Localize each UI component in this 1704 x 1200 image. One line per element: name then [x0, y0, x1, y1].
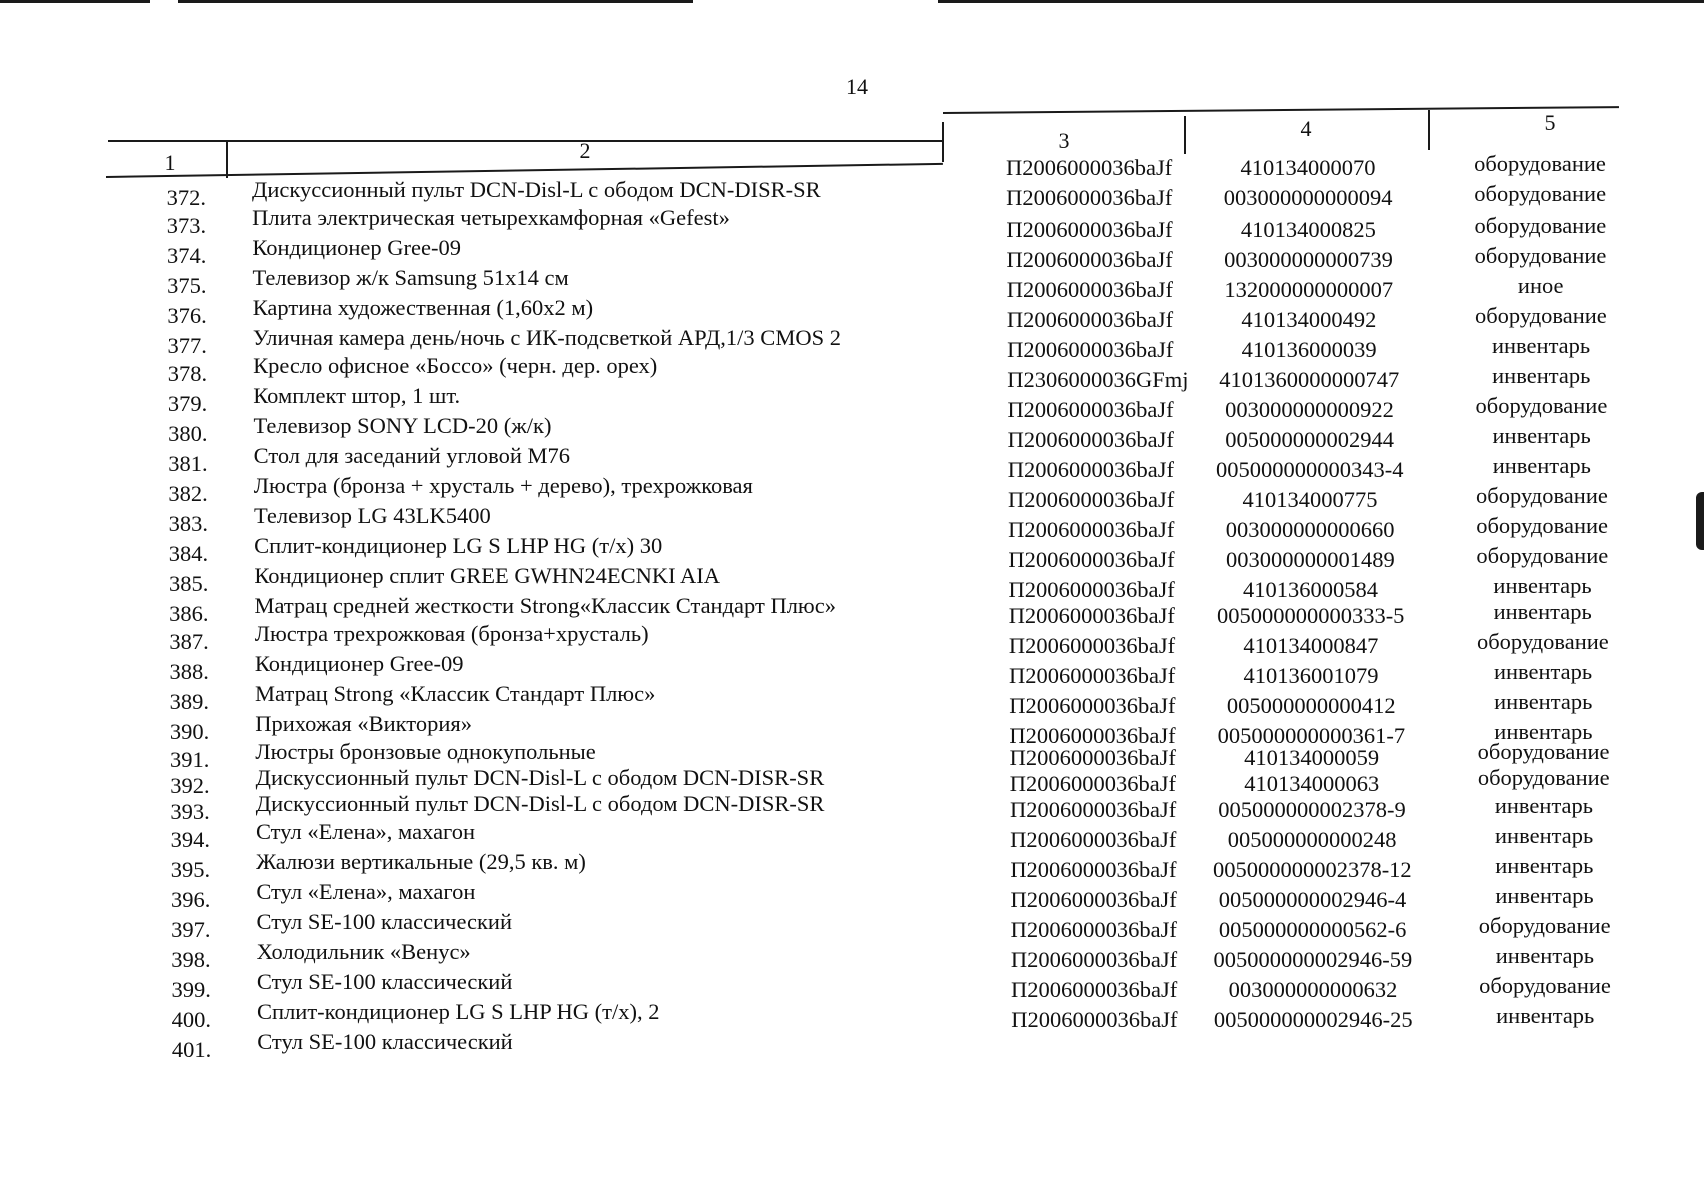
row-number: 388.: [169, 659, 209, 684]
inventory-number: 005000000002378-9: [1218, 797, 1406, 822]
item-code: П2006000036baJf: [1006, 247, 1173, 272]
item-category: оборудование: [1474, 181, 1607, 206]
row-number: 386.: [169, 601, 209, 626]
row-number: 392.: [170, 773, 210, 798]
item-category: инвентарь: [1494, 719, 1593, 744]
item-code: П2006000036baJf: [1006, 155, 1173, 180]
inventory-number: 410134000070: [1240, 155, 1376, 180]
item-name: Телевизор SONY LCD-20 (ж/к): [253, 413, 552, 438]
item-name: Сплит-кондиционер LG S LHP HG (т/х) 30: [254, 533, 663, 558]
item-code: П2006000036baJf: [1010, 857, 1177, 882]
item-name: Стул «Елена», махагон: [256, 879, 476, 904]
row-number: 395.: [170, 857, 211, 882]
row-number: 376.: [167, 303, 207, 328]
item-code: П2006000036baJf: [1007, 337, 1174, 362]
item-category: оборудование: [1475, 393, 1608, 418]
item-code: П2006000036baJf: [1008, 603, 1175, 628]
row-number: 399.: [171, 977, 211, 1002]
item-name: Дискуссионный пульт DCN-Disl-L с ободом DCN-DISR-SR: [255, 765, 825, 790]
item-category: оборудование: [1476, 513, 1609, 538]
inventory-number: 005000000000343-4: [1216, 457, 1404, 482]
item-category: оборудование: [1474, 151, 1606, 176]
item-category: инвентарь: [1493, 599, 1592, 624]
inventory-number: 410134000063: [1244, 771, 1380, 796]
item-code: П2006000036baJf: [1006, 277, 1173, 302]
item-code: П2006000036baJf: [1006, 185, 1173, 210]
item-code: П2006000036baJf: [1010, 887, 1177, 912]
row-number: 384.: [168, 541, 209, 566]
header-top-line-right: [943, 106, 1619, 114]
item-category: инвентарь: [1494, 689, 1593, 714]
item-category: оборудование: [1478, 913, 1611, 938]
item-name: Стул SE-100 классический: [256, 909, 513, 934]
item-code: П2006000036baJf: [1007, 457, 1175, 482]
item-category: оборудование: [1474, 243, 1607, 268]
item-code: П2006000036baJf: [1008, 517, 1175, 542]
item-name: Плита электрическая четырехкамфорная «Gefest»: [252, 205, 730, 230]
column-header-4: 4: [1300, 116, 1312, 141]
item-category: инвентарь: [1494, 793, 1594, 818]
item-name: Дискуссионный пульт DCN-Disl-L с ободом DCN-DISR-SR: [252, 177, 821, 202]
item-category: инвентарь: [1496, 1003, 1595, 1028]
item-category: оборудование: [1476, 483, 1608, 508]
inventory-number: 005000000002944: [1225, 427, 1394, 452]
header-divider-4: [1428, 110, 1430, 150]
item-category: инвентарь: [1493, 573, 1592, 598]
row-number: 377.: [167, 333, 207, 358]
row-number: 374.: [166, 243, 207, 268]
row-number: 387.: [169, 629, 209, 654]
item-category: оборудование: [1474, 303, 1607, 328]
inventory-number: 005000000000361-7: [1217, 723, 1406, 748]
item-name: Телевизор ж/к Samsung 51x14 см: [252, 265, 569, 290]
item-name: Матрац Strong «Классик Стандарт Плюс»: [255, 681, 656, 706]
item-category: инвентарь: [1495, 883, 1594, 908]
inventory-number: 410134000059: [1244, 745, 1380, 770]
item-name: Стул «Елена», махагон: [255, 819, 476, 844]
column-header-5: 5: [1544, 110, 1556, 135]
item-code: П2006000036baJf: [1007, 397, 1174, 422]
item-category: инвентарь: [1493, 659, 1593, 684]
column-header-3: 3: [1058, 128, 1070, 153]
row-number: 389.: [169, 689, 210, 714]
row-number: 393.: [170, 799, 210, 824]
header-top-line-left: [108, 140, 943, 142]
item-category: оборудование: [1479, 973, 1611, 998]
inventory-number: 132000000000007: [1224, 277, 1394, 302]
inventory-number: 410134000847: [1243, 633, 1379, 658]
inventory-number: 005000000000562-6: [1218, 917, 1407, 942]
row-number: 383.: [168, 511, 208, 536]
row-number: 381.: [168, 451, 208, 476]
item-code: П2306000036GFmj: [1007, 367, 1189, 392]
item-code: П2006000036baJf: [1007, 427, 1174, 452]
inventory-number: 410134000492: [1241, 307, 1377, 332]
item-category: оборудование: [1476, 629, 1609, 654]
row-number: 382.: [168, 481, 208, 506]
item-category: иное: [1517, 273, 1564, 298]
item-category: инвентарь: [1495, 943, 1594, 968]
item-name: Кресло офисное «Боссо» (черн. дер. орех): [253, 353, 658, 378]
row-number: 391.: [170, 747, 210, 772]
inventory-number: 005000000002946-4: [1218, 887, 1407, 912]
header-divider-3: [1184, 116, 1186, 154]
item-name: Кондиционер Gree-09: [254, 651, 464, 676]
item-name: Дискуссионный пульт DCN-Disl-L с ободом DCN-DISR-SR: [255, 791, 825, 816]
inventory-number: 003000000000632: [1228, 977, 1398, 1002]
row-number: 400.: [171, 1007, 212, 1032]
header-divider-2: [942, 122, 944, 162]
item-code: П2006000036baJf: [1008, 547, 1175, 572]
item-category: инвентарь: [1492, 363, 1591, 388]
row-number: 375.: [167, 273, 207, 298]
item-category: инвентарь: [1492, 423, 1591, 448]
column-header-2: 2: [579, 138, 591, 163]
item-code: П2006000036baJf: [1010, 947, 1178, 972]
row-number: 379.: [167, 391, 208, 416]
inventory-number: 003000000000660: [1225, 517, 1395, 542]
item-name: Жалюзи вертикальные (29,5 кв. м): [256, 849, 586, 874]
inventory-number: 005000000002378-12: [1212, 857, 1412, 882]
item-code: П2006000036baJf: [1011, 977, 1178, 1002]
item-name: Кондиционер Gree-09: [252, 235, 461, 260]
item-category: оборудование: [1477, 765, 1610, 790]
inventory-number: 005000000000248: [1227, 827, 1397, 852]
inventory-number: 005000000000333-5: [1216, 603, 1405, 628]
item-code: П2006000036baJf: [1009, 663, 1176, 688]
item-name: Сплит-кондиционер LG S LHP HG (т/х), 2: [257, 999, 660, 1024]
row-number: 396.: [170, 887, 211, 912]
inventory-number: 4101360000000747: [1219, 367, 1400, 392]
item-name: Уличная камера день/ночь с ИК-подсветкой АРД,1/3 CMOS 2: [252, 325, 841, 350]
item-name: Телевизор LG 43LK5400: [253, 503, 491, 528]
item-category: инвентарь: [1495, 853, 1594, 878]
item-code: П2006000036baJf: [1009, 693, 1176, 718]
item-name: Картина художественная (1,60x2 м): [252, 295, 594, 320]
inventory-number: 003000000000739: [1224, 247, 1393, 272]
inventory-number: 003000000000922: [1225, 397, 1394, 422]
item-code: П2006000036baJf: [1010, 917, 1177, 942]
row-number: 401.: [171, 1037, 212, 1062]
row-number: 373.: [166, 213, 207, 238]
item-code: П2006000036baJf: [1010, 827, 1177, 852]
item-code: П2006000036baJf: [1009, 745, 1176, 770]
item-category: инвентарь: [1495, 823, 1594, 848]
inventory-number: 003000000000094: [1223, 185, 1393, 210]
item-category: оборудование: [1476, 543, 1609, 568]
row-number: 380.: [168, 421, 208, 446]
item-name: Стул SE-100 классический: [257, 1029, 513, 1054]
item-code: П2006000036baJf: [1007, 487, 1175, 512]
inventory-number: 005000000000412: [1226, 693, 1396, 718]
item-code: П2006000036baJf: [1009, 723, 1176, 748]
item-code: П2006000036baJf: [1011, 1007, 1178, 1032]
item-category: оборудование: [1477, 739, 1610, 764]
inventory-number: 410134000775: [1242, 487, 1378, 512]
column-header-1: 1: [164, 150, 176, 175]
item-name: Стол для заседаний угловой М76: [253, 443, 571, 468]
item-name: Прихожая «Виктория»: [255, 711, 472, 736]
row-number: 394.: [170, 827, 210, 852]
inventory-number: 410134000825: [1240, 217, 1376, 242]
item-code: П2006000036baJf: [1009, 797, 1177, 822]
item-name: Стул SE-100 классический: [256, 969, 513, 994]
inventory-number: 410136001079: [1243, 663, 1379, 688]
row-number: 378.: [167, 361, 208, 386]
row-number: 398.: [171, 947, 211, 972]
row-number: 372.: [166, 185, 206, 210]
item-name: Холодильник «Венус»: [256, 939, 471, 964]
item-code: П2006000036baJf: [1008, 633, 1176, 658]
item-code: П2006000036baJf: [1009, 771, 1176, 796]
inventory-number: 003000000001489: [1225, 547, 1395, 572]
item-category: оборудование: [1474, 213, 1607, 238]
binder-mark: [1696, 492, 1704, 550]
inventory-number: 410136000584: [1243, 577, 1379, 602]
row-number: 397.: [171, 917, 211, 942]
item-code: П2006000036baJf: [1008, 577, 1175, 602]
inventory-number: 005000000002946-59: [1213, 947, 1413, 972]
item-name: Люстры бронзовые однокупольные: [255, 739, 596, 764]
item-category: инвентарь: [1492, 453, 1591, 478]
row-number: 385.: [168, 571, 209, 596]
header-divider-1: [226, 140, 228, 178]
item-name: Комплект штор, 1 шт.: [253, 383, 461, 408]
page-number: 14: [846, 74, 868, 99]
inventory-number: 005000000002946-25: [1213, 1007, 1413, 1032]
item-name: Матрац средней жесткости Strong«Классик Стандарт Плюс»: [254, 593, 836, 618]
row-number: 390.: [169, 719, 210, 744]
item-category: инвентарь: [1491, 333, 1591, 358]
item-name: Люстра трехрожковая (бронза+хрусталь): [254, 621, 649, 646]
item-name: Кондиционер сплит GREE GWHN24ECNKI AIA: [254, 563, 720, 588]
item-code: П2006000036baJf: [1006, 217, 1173, 242]
inventory-number: 410136000039: [1241, 337, 1377, 362]
item-name: Люстра (бронза + хрусталь + дерево), трехрожковая: [253, 473, 753, 498]
item-code: П2006000036baJf: [1006, 307, 1174, 332]
